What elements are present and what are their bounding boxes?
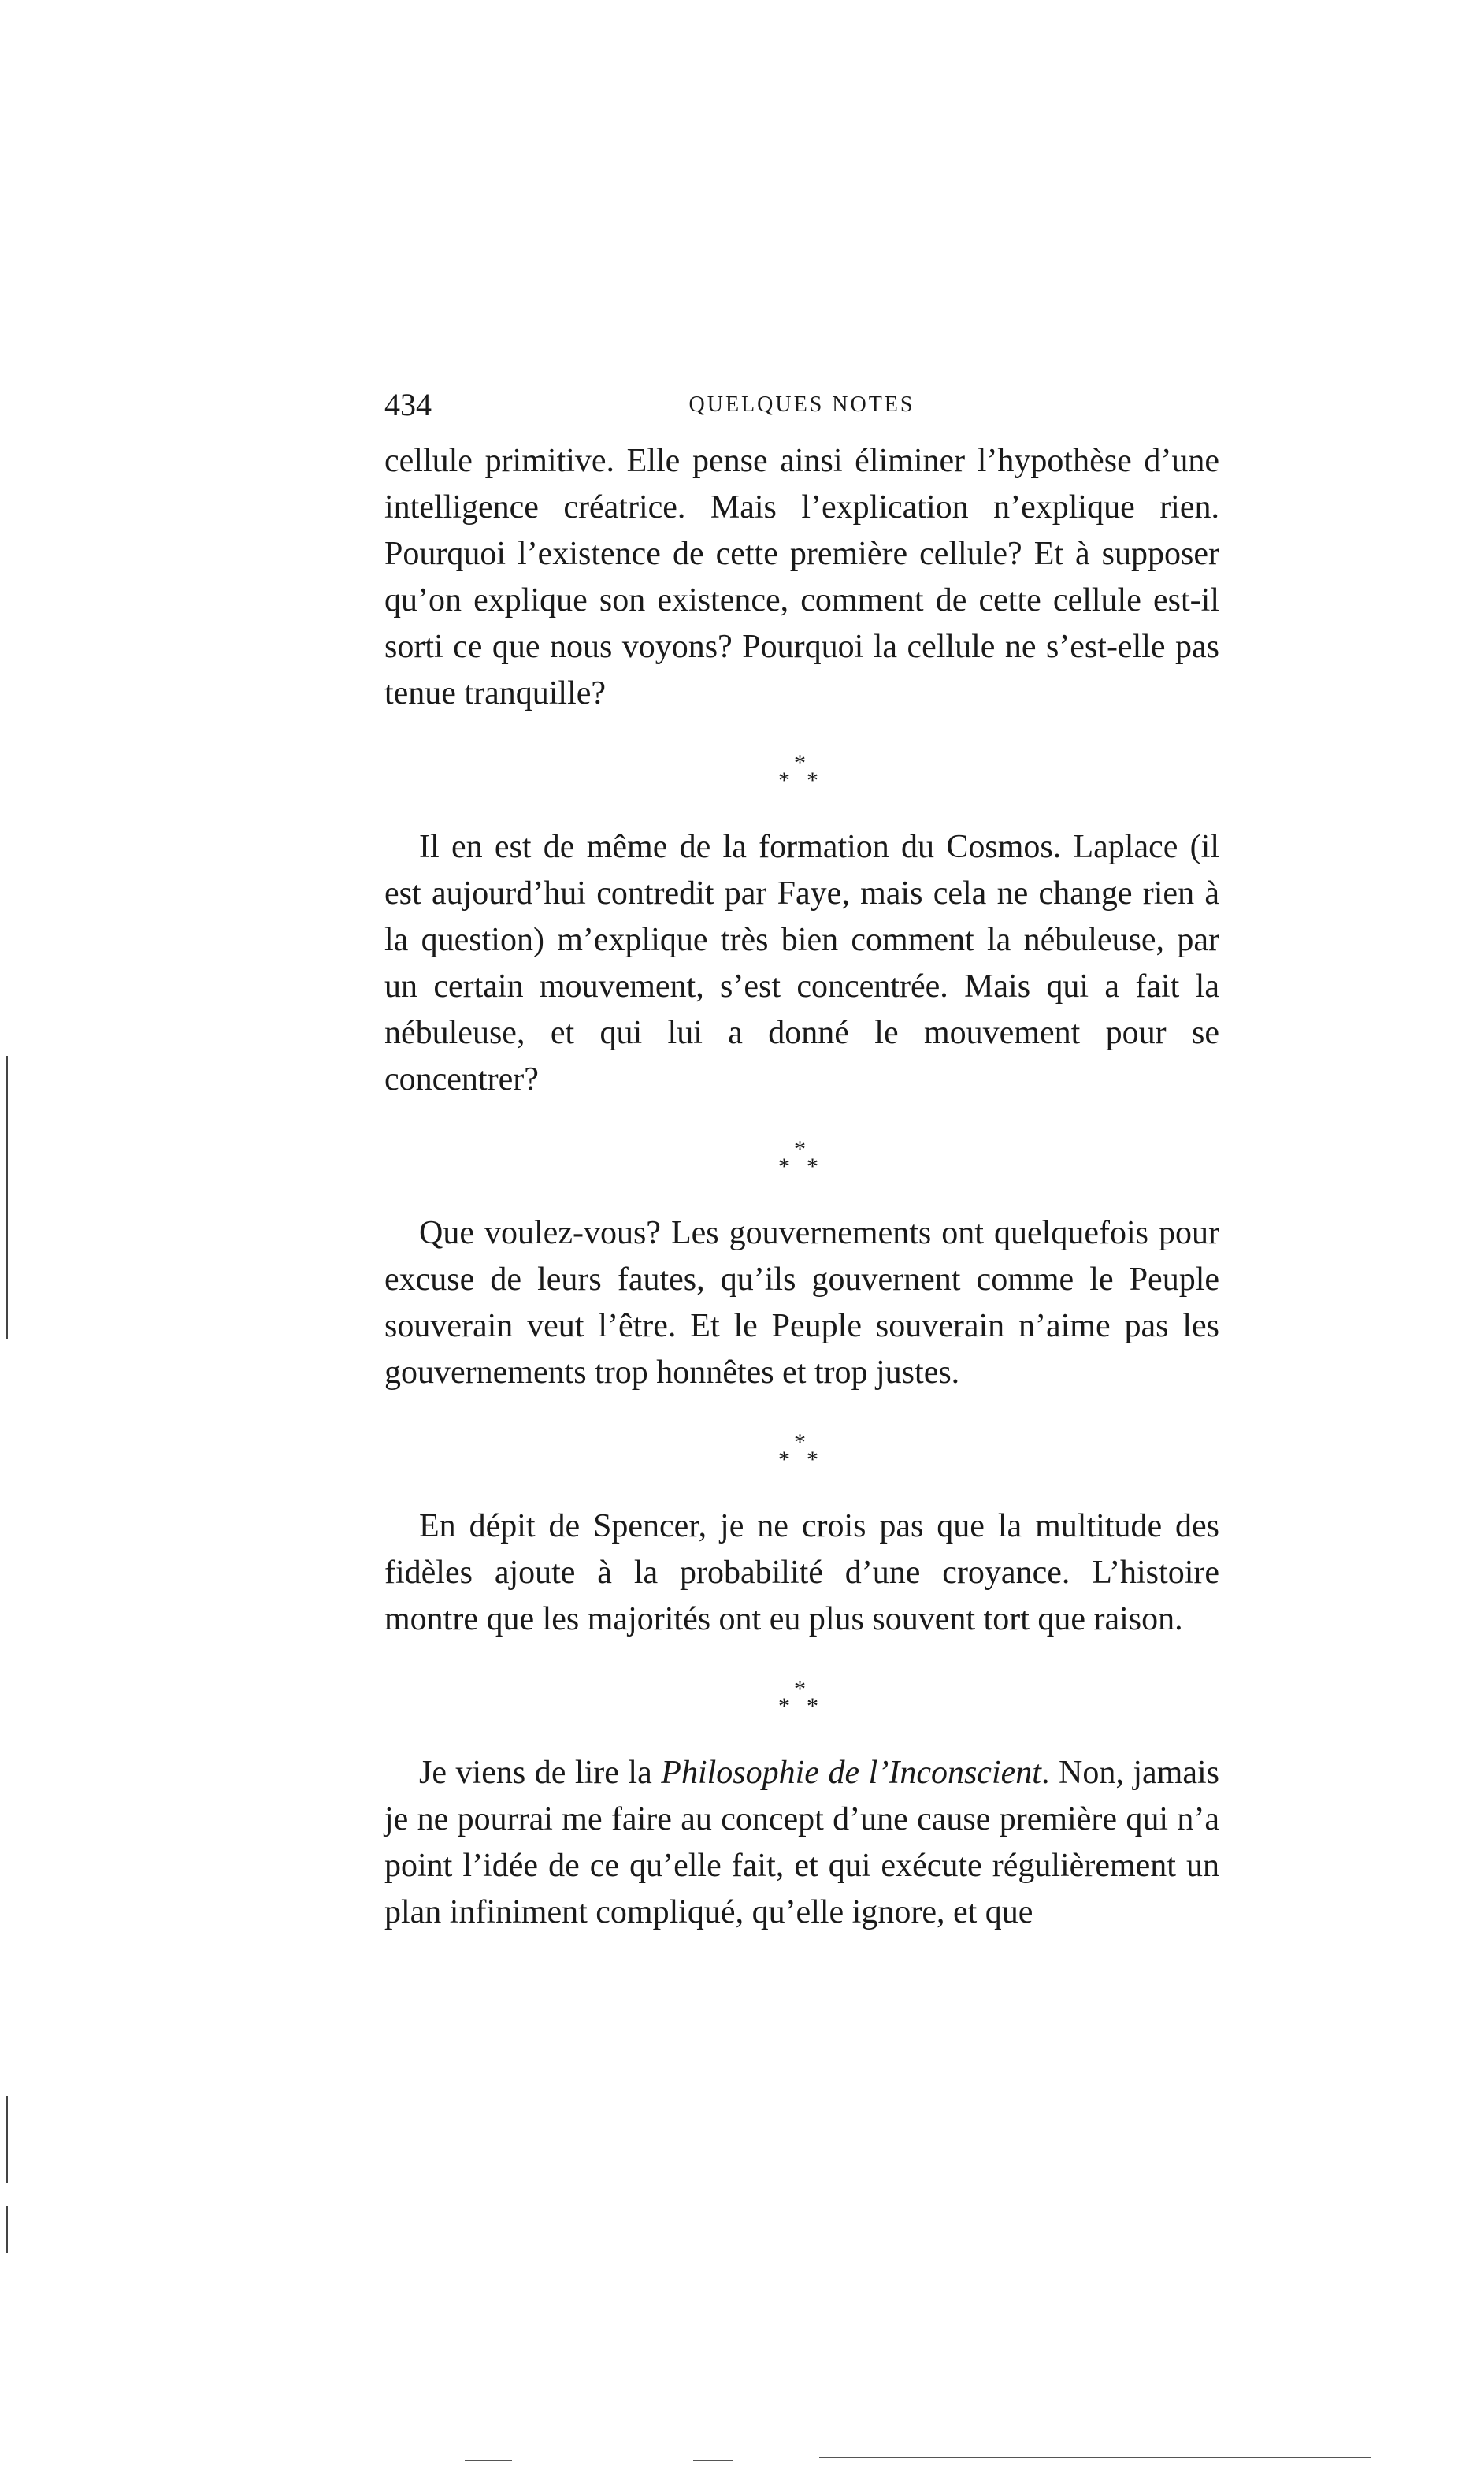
asterisk-glyph: * xyxy=(778,1447,790,1473)
asterisk-glyph: * xyxy=(807,767,818,793)
asterisk-glyph: * xyxy=(794,1429,806,1455)
asterism-divider xyxy=(778,750,825,794)
paragraph-3: Que voulez-vous? Les gouvernements ont quelquefois pour excuse de leurs fautes, qu’ils gouvernent comme le Peuple souverain veut l’être. Et le Peuple souverain n’aime pas les gouvernements trop honnêtes et trop justes. xyxy=(384,1215,1219,1391)
book-title: Philosophie de l’Inconscient xyxy=(661,1755,1041,1791)
asterisk-glyph: * xyxy=(794,750,806,776)
scan-bottom-rule xyxy=(465,2460,512,2461)
asterism-divider xyxy=(778,1136,825,1180)
asterisk-glyph: * xyxy=(778,1154,790,1180)
page-header xyxy=(384,381,1219,429)
page-number: 434 xyxy=(384,387,432,422)
scan-edge-mark xyxy=(6,1056,8,1339)
running-head: QUELQUES NOTES xyxy=(688,392,915,417)
paragraph-1: cellule primitive. Elle pense ainsi éliminer l’hypothèse d’une intelligence créatrice. Mais l’explication n’explique rien. Pourquoi l’existence de cette première cellule? Et à supposer qu’on explique son existence, comment de cette cellule est-il sorti ce que nous voyons? Pourquoi la cellule ne s’est-elle pas tenue tranquille? xyxy=(384,443,1219,711)
asterisk-glyph: * xyxy=(807,1693,818,1719)
asterisk-glyph: * xyxy=(778,767,790,793)
asterisk-glyph: * xyxy=(807,1447,818,1473)
asterisk-glyph: * xyxy=(778,1693,790,1719)
asterisk-glyph: * xyxy=(807,1154,818,1180)
asterism-divider xyxy=(778,1676,825,1720)
asterisk-glyph: * xyxy=(794,1136,806,1162)
scan-bottom-rule xyxy=(819,2457,1371,2458)
body-text xyxy=(384,438,1219,1936)
asterisk-glyph: * xyxy=(794,1676,806,1702)
asterism-divider xyxy=(778,1429,825,1473)
paragraph-5-lead: Je viens de lire la xyxy=(419,1755,662,1791)
paragraph-4: En dépit de Spencer, je ne crois pas que la multitude des fidèles ajoute à la probabilité d’une croyance. L’histoire montre que les majorités ont eu plus souvent tort que raison. xyxy=(384,1508,1219,1637)
scan-bottom-rule xyxy=(693,2460,733,2461)
paragraph-2: Il en est de même de la formation du Cosmos. Laplace (il est aujourd’hui contredit par Faye, mais cela ne change rien à la question) m’explique très bien comment la nébuleuse, par un certain mouvement, s’est concentrée. Mais qui a fait la nébuleuse, et qui lui a donné le mouvement pour se concentrer? xyxy=(384,829,1219,1098)
paragraph-5-rest: . Non, jamais je ne pourrai me faire au concept d’une cause première qui n’a point l’idée de ce qu’elle fait, et qui exécute régulièrement un plan infiniment compliqué, qu’elle ignore, et que xyxy=(384,1755,1219,1930)
scan-edge-mark xyxy=(6,2096,8,2183)
paragraph-5 xyxy=(384,1750,1219,1936)
scan-edge-mark xyxy=(6,2206,8,2253)
